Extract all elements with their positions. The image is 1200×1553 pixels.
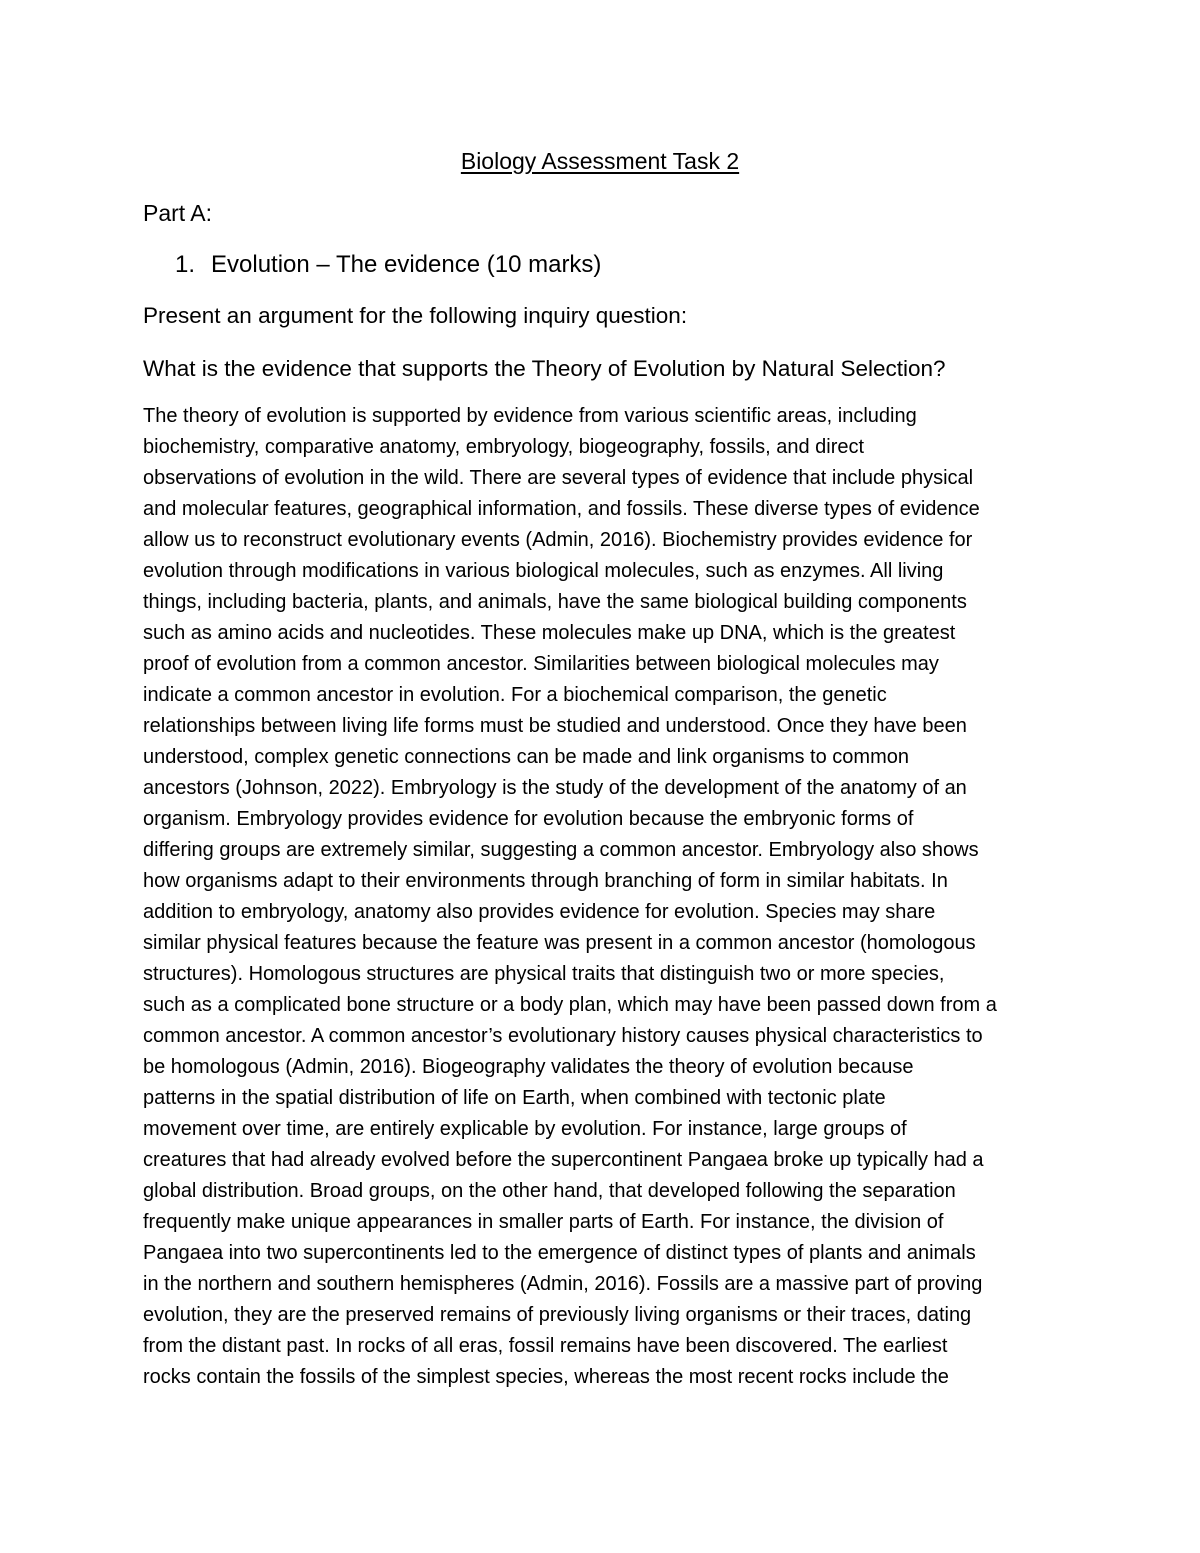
part-label: Part A: <box>143 200 213 226</box>
body-line: Pangaea into two supercontinents led to the emergence of distinct types of plants and animals <box>143 1242 976 1264</box>
body-line: organism. Embryology provides evidence for evolution because the embryonic forms of <box>143 808 914 830</box>
prompt-line: Present an argument for the following inquiry question: <box>143 303 688 328</box>
body-line: common ancestor. A common ancestor’s evolutionary history causes physical characteristics to <box>143 1025 983 1047</box>
body-paragraph <box>143 401 1073 1393</box>
body-line: differing groups are extremely similar, suggesting a common ancestor. Embryology also shows <box>143 839 979 861</box>
body-line: addition to embryology, anatomy also provides evidence for evolution. Species may share <box>143 901 936 923</box>
body-line: relationships between living life forms must be studied and understood. Once they have been <box>143 715 967 737</box>
body-line: frequently make unique appearances in smaller parts of Earth. For instance, the division of <box>143 1211 944 1233</box>
body-line: from the distant past. In rocks of all eras, fossil remains have been discovered. The earliest <box>143 1335 948 1357</box>
numbered-item <box>175 249 601 281</box>
body-line: The theory of evolution is supported by evidence from various scientific areas, including <box>143 405 917 427</box>
body-line: be homologous (Admin, 2016). Biogeography validates the theory of evolution because <box>143 1056 914 1078</box>
body-line: things, including bacteria, plants, and animals, have the same biological building components <box>143 591 967 613</box>
document-title: Biology Assessment Task 2 <box>460 148 740 174</box>
body-line: proof of evolution from a common ancestor. Similarities between biological molecules may <box>143 653 939 675</box>
item-number: 1. <box>175 251 196 278</box>
body-line: similar physical features because the feature was present in a common ancestor (homologous <box>143 932 976 954</box>
body-line: global distribution. Broad groups, on the other hand, that developed following the separation <box>143 1180 956 1202</box>
body-line: movement over time, are entirely explicable by evolution. For instance, large groups of <box>143 1118 907 1140</box>
body-line: evolution through modifications in various biological molecules, such as enzymes. All living <box>143 560 944 582</box>
body-line: allow us to reconstruct evolutionary events (Admin, 2016). Biochemistry provides evidence for <box>143 529 973 551</box>
body-line: rocks contain the fossils of the simplest species, whereas the most recent rocks include the <box>143 1366 949 1388</box>
body-line: such as a complicated bone structure or a body plan, which may have been passed down from a <box>143 994 997 1016</box>
body-line: structures). Homologous structures are physical traits that distinguish two or more species, <box>143 963 945 985</box>
body-line: evolution, they are the preserved remains of previously living organisms or their traces, dating <box>143 1304 972 1326</box>
inquiry-question: What is the evidence that supports the Theory of Evolution by Natural Selection? <box>143 356 946 381</box>
body-line: how organisms adapt to their environments through branching of form in similar habitats. In <box>143 870 948 892</box>
body-line: in the northern and southern hemispheres (Admin, 2016). Fossils are a massive part of proving <box>143 1273 983 1295</box>
body-line: and molecular features, geographical information, and fossils. These diverse types of evidence <box>143 498 980 520</box>
body-line: understood, complex genetic connections can be made and link organisms to common <box>143 746 909 768</box>
body-line: such as amino acids and nucleotides. These molecules make up DNA, which is the greatest <box>143 622 956 644</box>
item-text: Evolution – The evidence (10 marks) <box>211 251 602 278</box>
body-line: biochemistry, comparative anatomy, embryology, biogeography, fossils, and direct <box>143 436 865 458</box>
body-line: creatures that had already evolved before the supercontinent Pangaea broke up typically had a <box>143 1149 984 1171</box>
body-line: indicate a common ancestor in evolution. For a biochemical comparison, the genetic <box>143 684 887 706</box>
body-line: patterns in the spatial distribution of life on Earth, when combined with tectonic plate <box>143 1087 886 1109</box>
body-line: observations of evolution in the wild. There are several types of evidence that include physical <box>143 467 974 489</box>
body-line: ancestors (Johnson, 2022). Embryology is the study of the development of the anatomy of an <box>143 777 967 799</box>
